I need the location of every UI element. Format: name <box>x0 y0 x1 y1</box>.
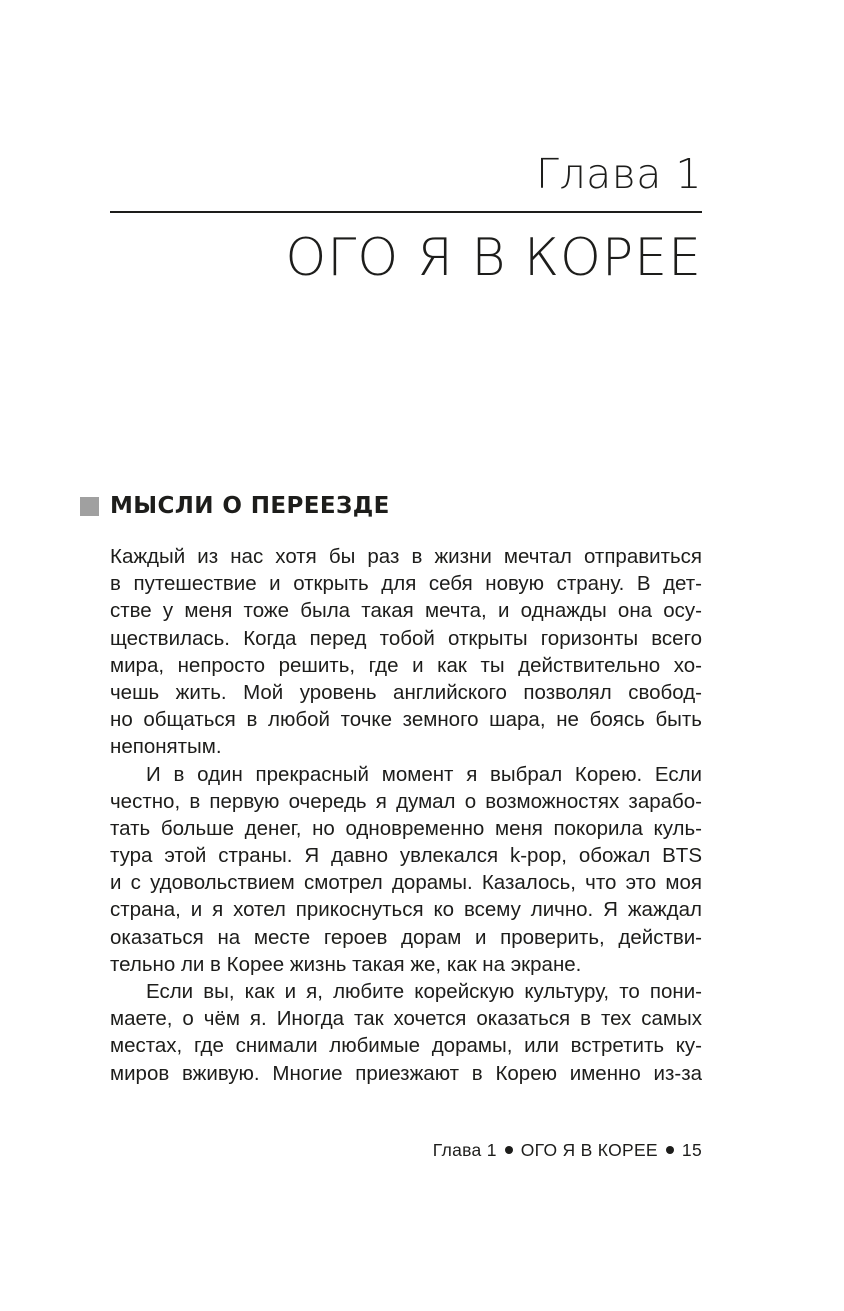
footer-chapter-label: Глава 1 <box>432 1140 497 1160</box>
text-line: чешь жить. Мой уровень английского позволял свобод- <box>110 680 702 704</box>
square-bullet-icon <box>80 497 99 516</box>
section-heading-text: МЫСЛИ О ПЕРЕЕЗДЕ <box>110 493 390 519</box>
page-number: 15 <box>681 1140 702 1160</box>
text-line: маете, о чём я. Иногда так хочется оказаться в тех самых <box>110 1007 702 1031</box>
text-line: И в один прекрасный момент я выбрал Корею. Если <box>146 762 702 786</box>
text-line: но общаться в любой точке земного шара, не боясь быть <box>110 708 702 732</box>
footer-chapter-title: ОГО Я В КОРЕЕ <box>520 1140 658 1160</box>
chapter-rule <box>110 211 702 213</box>
text-line: и с удовольствием смотрел дорамы. Казалось, что это моя <box>110 871 702 895</box>
chapter-title: ОГО Я В КОРЕЕ <box>285 228 702 288</box>
text-line: мира, непросто решить, где и как ты действительно хо- <box>110 653 702 677</box>
text-line: тура этой страны. Я давно увлекался k-pop, обожал BTS <box>110 844 702 868</box>
text-line: честно, в первую очередь я думал о возможностях зарабо- <box>110 789 702 813</box>
text-line: Каждый из нас хотя бы раз в жизни мечтал отправиться <box>110 545 702 568</box>
text-line: тельно ли в Корее жизнь такая же, как на экране. <box>110 952 582 976</box>
text-line: Если вы, как и я, любите корейскую культуру, то пони- <box>146 980 702 1003</box>
running-footer <box>433 1140 702 1161</box>
body-text <box>110 543 702 1087</box>
text-line: непонятым. <box>110 735 222 759</box>
bullet-icon <box>505 1146 513 1154</box>
chapter-label: Глава 1 <box>536 150 702 198</box>
bullet-icon <box>666 1146 674 1154</box>
text-line: в путешествие и открыть для себя новую страну. В дет- <box>110 572 702 596</box>
text-line: тать больше денег, но одновременно меня покорила куль- <box>110 816 702 840</box>
text-line: местах, где снимали любимые дорамы, или встретить ку- <box>110 1034 702 1058</box>
text-line: ществилась. Когда перед тобой открыты горизонты всего <box>110 626 702 650</box>
section-heading <box>80 490 390 522</box>
text-line: страна, и я хотел прикоснуться ко всему лично. Я жаждал <box>110 898 702 922</box>
text-line: миров вживую. Многие приезжают в Корею именно из-за <box>110 1061 702 1085</box>
text-line: стве у меня тоже была такая мечта, и однажды она осу- <box>110 599 702 623</box>
text-line: оказаться на месте героев дорам и проверить, действи- <box>110 925 702 949</box>
